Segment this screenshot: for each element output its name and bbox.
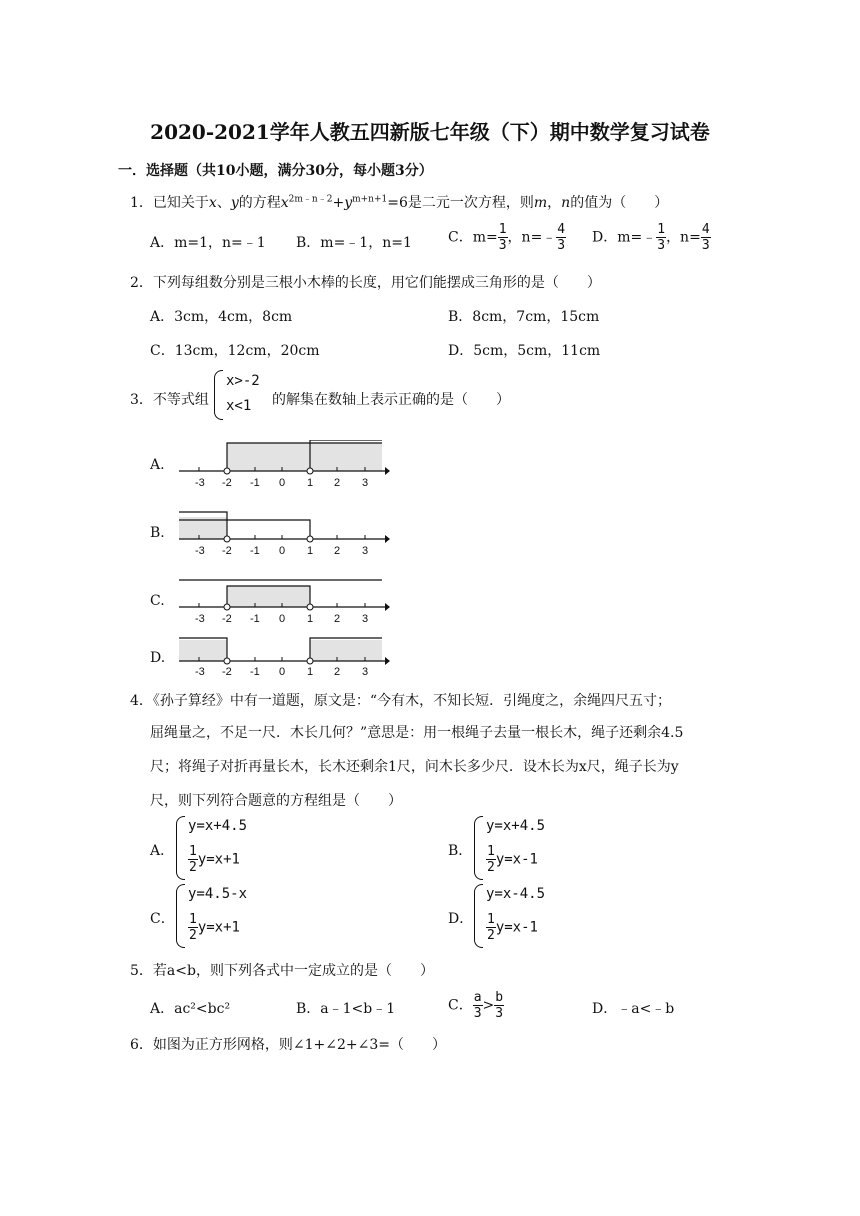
svg-text:0: 0 <box>279 613 286 625</box>
q4-option-a-system[interactable]: y=x+4.5 $\frac{1}{2}$ y=x+1 <box>176 816 286 880</box>
svg-text:0: 0 <box>279 666 286 678</box>
question-4-line-4: 尺，则下列符合题意的方程组是（ ） <box>150 793 402 809</box>
q3-option-b-label[interactable]: B. <box>150 525 165 541</box>
svg-text:-1: -1 <box>250 666 260 678</box>
svg-text:2: 2 <box>334 666 341 678</box>
svg-text:-1: -1 <box>250 613 260 625</box>
svg-text:0: 0 <box>279 545 286 557</box>
question-4-line-1: 4．《孙子算经》中有一道题，原文是：“今有木，不知长短．引绳度之，余绳四尺五寸； <box>130 693 672 709</box>
q5-option-b[interactable]: B．a﹣1<b﹣1 <box>296 1001 396 1017</box>
q1-option-a[interactable]: A．m=1，n=﹣1 <box>150 235 266 251</box>
q2-option-b[interactable]: B．8cm，7cm，15cm <box>448 309 600 325</box>
number-line-d <box>175 634 390 680</box>
inequality-system <box>214 370 274 420</box>
svg-text:1: 1 <box>307 613 314 625</box>
question-1-stem: 1．已知关于x、y的方程$x^{2m﹣n﹣2}+y^{m+n+1}=6$是二元一次方程，则m，n的值为（ ） <box>130 194 669 211</box>
question-6-stem: 6．如图为正方形网格，则∠1+∠2+∠3=（ ） <box>130 1037 447 1053</box>
q5-option-a[interactable]: A．ac²<bc² <box>150 1001 231 1017</box>
q1-option-c[interactable]: C．m= $\frac{1}{3}$ ，n=﹣ $\frac{4}{3}$ <box>448 222 566 253</box>
svg-text:2: 2 <box>334 477 341 489</box>
svg-text:1: 1 <box>307 545 314 557</box>
svg-text:3: 3 <box>362 613 369 625</box>
q4-option-a-label[interactable]: A． <box>150 843 175 859</box>
q4-option-c-system[interactable]: y=4.5-x $\frac{1}{2}$ y=x+1 <box>176 884 286 948</box>
q2-option-c[interactable]: C．13cm，12cm，20cm <box>150 343 320 359</box>
svg-text:0: 0 <box>279 477 286 489</box>
fraction: $\frac{1}{3}$ <box>657 222 666 253</box>
inequality-1: x>-2 <box>226 373 260 389</box>
fraction: $\frac{a}{3}$ <box>473 990 482 1021</box>
brace-icon <box>214 370 223 420</box>
svg-text:1: 1 <box>307 666 314 678</box>
question-3-stem-post: 的解集在数轴上表示正确的是（ ） <box>272 392 510 408</box>
question-4-line-3: 尺；将绳子对折再量长木，长木还剩余1尺，问木长多少尺．设木长为x尺，绳子长为y <box>150 759 679 775</box>
brace-icon <box>176 816 185 880</box>
q1-option-b[interactable]: B．m=﹣1，n=1 <box>296 235 412 251</box>
brace-icon <box>474 884 483 948</box>
fraction: $\frac{4}{3}$ <box>701 222 710 253</box>
svg-text:-3: -3 <box>195 545 205 557</box>
question-3-stem-pre: 3．不等式组 <box>130 392 209 408</box>
q4-option-d-system[interactable]: y=x-4.5 $\frac{1}{2}$ y=x-1 <box>474 884 584 948</box>
svg-text:-2: -2 <box>222 477 232 489</box>
q4-option-b-system[interactable]: y=x+4.5 $\frac{1}{2}$ y=x-1 <box>474 816 584 880</box>
q5-option-c[interactable]: C． $\frac{a}{3}$ > $\frac{b}{3}$ <box>448 990 504 1021</box>
svg-text:3: 3 <box>362 666 369 678</box>
q2-option-a[interactable]: A．3cm，4cm，8cm <box>150 309 293 325</box>
svg-text:2: 2 <box>334 545 341 557</box>
svg-text:-1: -1 <box>250 545 260 557</box>
number-line-a <box>175 440 390 490</box>
svg-text:1: 1 <box>307 477 314 489</box>
fraction: $\frac{4}{3}$ <box>557 222 566 253</box>
q1-option-d[interactable]: D．m=﹣ $\frac{1}{3}$ ，n= $\frac{4}{3}$ <box>592 222 710 253</box>
fraction: $\frac{1}{2}$ <box>487 912 495 943</box>
q4-option-d-label[interactable]: D． <box>448 911 474 927</box>
q5-option-d[interactable]: D．﹣a<﹣b <box>592 1001 675 1017</box>
svg-text:-2: -2 <box>222 545 232 557</box>
q4-option-b-label[interactable]: B． <box>448 843 473 859</box>
q2-option-d[interactable]: D．5cm，5cm，11cm <box>448 343 601 359</box>
svg-text:-3: -3 <box>195 477 205 489</box>
q3-option-d-label[interactable]: D. <box>150 650 166 666</box>
fraction: $\frac{1}{2}$ <box>487 844 495 875</box>
fraction: $\frac{1}{2}$ <box>189 912 197 943</box>
question-4-line-2: 屈绳量之，不足一尺．木长几何？”意思是：用一根绳子去量一根长木，绳子还剩余4.5 <box>150 725 684 741</box>
svg-text:-3: -3 <box>195 613 205 625</box>
brace-icon <box>474 816 483 880</box>
page-title: 2020-2021学年人教五四新版七年级（下）期中数学复习试卷 <box>150 120 710 144</box>
q3-option-a-label[interactable]: A. <box>150 457 165 473</box>
question-2-stem: 2．下列每组数分别是三根小木棒的长度，用它们能摆成三角形的是（ ） <box>130 275 601 291</box>
svg-text:-3: -3 <box>195 666 205 678</box>
svg-text:-2: -2 <box>222 666 232 678</box>
fraction: $\frac{1}{3}$ <box>498 222 507 253</box>
svg-text:2: 2 <box>334 613 341 625</box>
fraction: $\frac{1}{2}$ <box>189 844 197 875</box>
number-line-c <box>175 576 390 626</box>
svg-text:-2: -2 <box>222 613 232 625</box>
q3-option-c-label[interactable]: C. <box>150 593 165 609</box>
svg-text:-1: -1 <box>250 477 260 489</box>
q4-option-c-label[interactable]: C． <box>150 911 175 927</box>
number-line-b <box>175 508 390 558</box>
section-heading: 一．选择题（共10小题，满分30分，每小题3分） <box>118 163 433 179</box>
brace-icon <box>176 884 185 948</box>
svg-text:3: 3 <box>362 477 369 489</box>
fraction: $\frac{b}{3}$ <box>495 990 504 1021</box>
question-5-stem: 5．若a<b，则下列各式中一定成立的是（ ） <box>130 963 434 979</box>
svg-text:3: 3 <box>362 545 369 557</box>
inequality-2: x<1 <box>226 398 252 414</box>
